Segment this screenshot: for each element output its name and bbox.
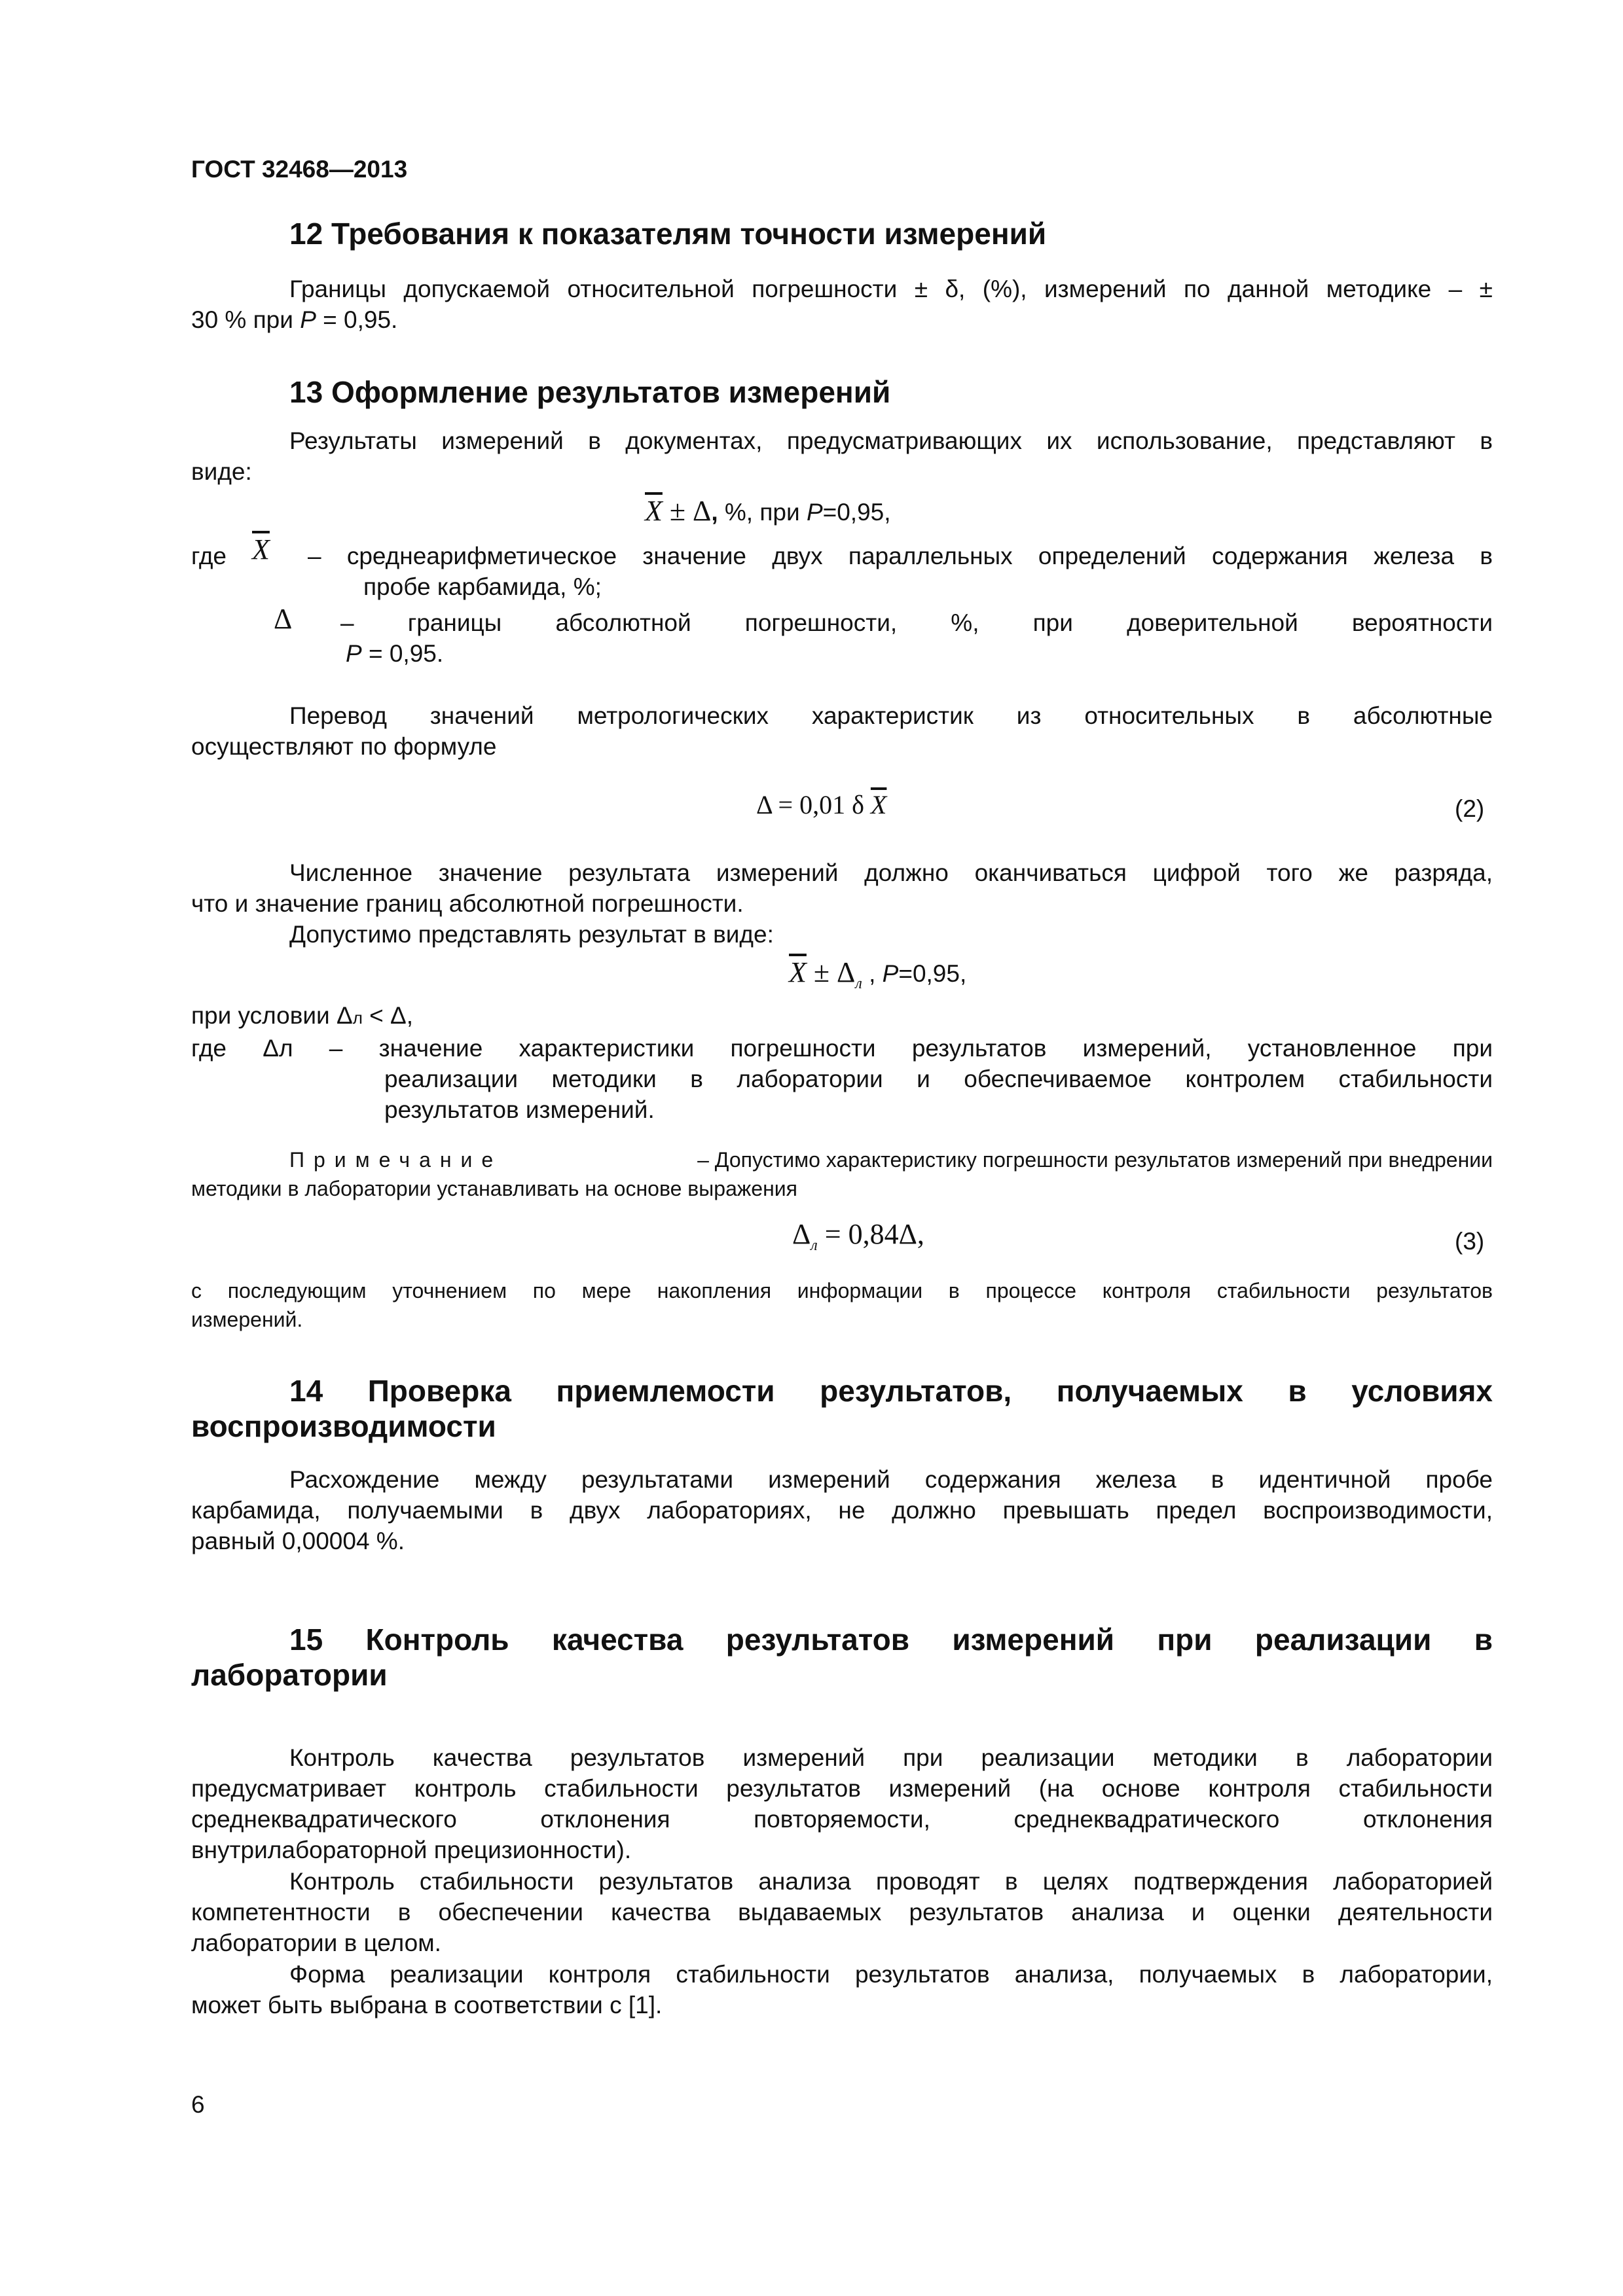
- s15-c1: Форма реализации контроля стабильности результатов анализа, получаемых в лаборатории,: [289, 1961, 1493, 1988]
- where-word: где: [191, 543, 227, 569]
- s14-p3: равный 0,00004 %.: [191, 1528, 405, 1554]
- formula-3-number: (3): [1455, 1228, 1485, 1255]
- s13-intro2: виде:: [191, 458, 252, 485]
- formula-3: $\Delta_л = 0,84\Delta$,: [792, 1218, 924, 1254]
- where-lab2: реализации методики в лаборатории и обеспечиваемое контролем стабильности: [384, 1066, 1493, 1092]
- s14-p2: карбамида, получаемыми в двух лабораториях, не должно превышать предел воспроизводимости,: [191, 1497, 1493, 1524]
- page-number: 6: [191, 2091, 205, 2118]
- convert-line1: Перевод значений метрологических характеристик из относительных в абсолютные: [289, 702, 1493, 729]
- note-line2: методики в лаборатории устанавливать на основе выражения: [191, 1177, 797, 1200]
- s15-a4: внутрилабораторной прецизионности).: [191, 1837, 632, 1863]
- section-14-heading-line2: воспроизводимости: [191, 1409, 496, 1443]
- standard-id: ГОСТ 32468—2013: [191, 156, 408, 183]
- where-x-text2: пробе карбамида, %;: [363, 573, 602, 600]
- note-line1: [289, 1145, 1493, 1174]
- condition-line: при условии Δл < Δ,: [191, 1002, 414, 1029]
- s12-line1: Границы допускаемой относительной погрешности ± δ, (%), измерений по данной методике – ±: [289, 276, 1493, 302]
- formula-lab: $\overline{X} \pm \Delta_л$ , P=0,95,: [789, 956, 967, 992]
- formula-2: Δ = 0,01 δ $\overline{X}$: [756, 790, 887, 819]
- after-line2: измерений.: [191, 1308, 303, 1331]
- s15-a2: предусматривает контроль стабильности результатов измерений (на основе контроля стабильности: [191, 1775, 1493, 1802]
- numeric-line1: Численное значение результата измерений должно оканчиваться цифрой того же разряда,: [289, 859, 1493, 886]
- section-15-heading-line2: лаборатории: [191, 1658, 388, 1692]
- convert-line2: осуществляют по формуле: [191, 733, 497, 760]
- delta-text1: – границы абсолютной погрешности, %, при доверительной вероятности: [340, 609, 1493, 636]
- section-12-heading: 12 Требования к показателям точности измерений: [289, 217, 1047, 251]
- s15-a1: Контроль качества результатов измерений при реализации методики в лаборатории: [289, 1744, 1493, 1771]
- s13-intro1: Результаты измерений в документах, предусматривающих их использование, представляют в: [289, 427, 1493, 454]
- where-lab1: где Δл – значение характеристики погрешности результатов измерений, установленное при: [191, 1035, 1493, 1062]
- s15-b3: лаборатории в целом.: [191, 1929, 441, 1956]
- formula-result: $\overline{X} \pm \Delta$, %, при P=0,95,: [645, 495, 891, 527]
- section-15-heading-line1: 15 Контроль качества результатов измерений при реализации в: [289, 1623, 1493, 1657]
- allowed-line: Допустимо представлять результат в виде:: [289, 921, 774, 948]
- formula-2-number: (2): [1455, 795, 1485, 822]
- section-14-heading-line1: 14 Проверка приемлемости результатов, получаемых в условиях: [289, 1374, 1493, 1408]
- where-x-text1: – среднеарифметическое значение двух параллельных определений содержания железа в: [308, 543, 1493, 569]
- note-text1: – Допустимо характеристику погрешности результатов измерений при внедрении: [697, 1148, 1493, 1172]
- s15-b1: Контроль стабильности результатов анализа проводят в целях подтверждения лабораторией: [289, 1868, 1493, 1895]
- where-x-symbol: $\overline{X}$: [252, 533, 270, 565]
- delta-symbol: Δ: [274, 603, 293, 635]
- s15-c2: может быть выбрана в соответствии с [1].: [191, 1992, 663, 2018]
- s12-line2: 30 % при P = 0,95.: [191, 306, 398, 333]
- delta-text2: P = 0,95.: [346, 640, 444, 667]
- s15-b2: компетентности в обеспечении качества выдаваемых результатов анализа и оценки деятельности: [191, 1899, 1493, 1926]
- after-line1: с последующим уточнением по мере накопления информации в процессе контроля стабильности результатов: [191, 1279, 1493, 1302]
- s15-a3: среднеквадратического отклонения повторяемости, среднеквадратического отклонения: [191, 1806, 1493, 1833]
- note-label: Примечание: [289, 1148, 503, 1172]
- s14-p1: Расхождение между результатами измерений содержания железа в идентичной пробе: [289, 1466, 1493, 1493]
- where-lab3: результатов измерений.: [384, 1096, 655, 1123]
- numeric-line2: что и значение границ абсолютной погрешности.: [191, 890, 744, 917]
- section-13-heading: 13 Оформление результатов измерений: [289, 375, 891, 409]
